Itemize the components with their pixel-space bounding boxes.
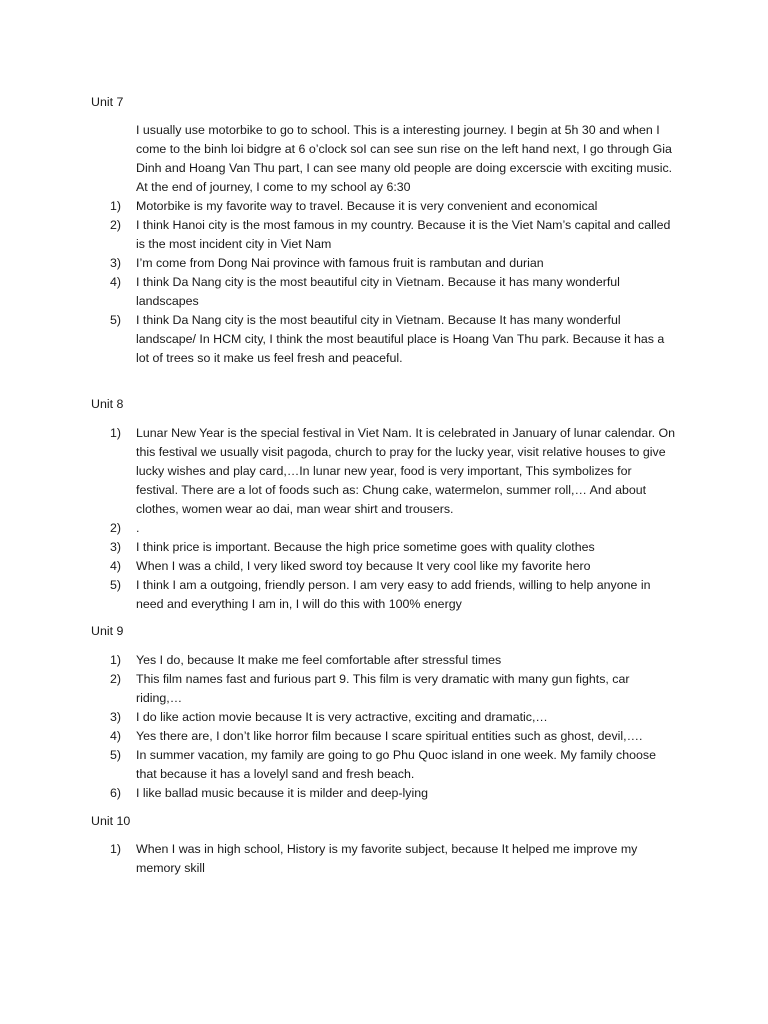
list-item (0, 254, 680, 273)
list-item (0, 557, 680, 576)
list-item (0, 670, 680, 708)
item-text: I do like action movie because It is very actractive, exciting and dramatic,… (136, 710, 548, 724)
unit-heading: Unit 9 (91, 624, 124, 638)
unit-heading: Unit 7 (91, 95, 124, 109)
list-item (0, 197, 680, 216)
item-number: 1) (110, 199, 122, 213)
list-item (0, 311, 680, 368)
item-number: 6) (110, 786, 122, 800)
unit-intro-paragraph: I usually use motorbike to go to school. This is a interesting journey. I begin at 5h 30 and when I come to the binh loi bidgre at 6 o’clock soI can see sun rise on the left hand next, I go through Gia Dinh and Hoang Van Thu part, I can see many old people are doing excerscie with exciting music. At the end of journey, I come to my school ay 6:30 (136, 123, 673, 194)
item-number: 4) (110, 729, 122, 743)
item-text: I like ballad music because it is milder and deep-lying (136, 786, 429, 800)
item-text: I think Hanoi city is the most famous in my country. Because it is the Viet Nam’s capital and called is the most incident city in Viet Nam (136, 218, 671, 251)
item-number: 2) (110, 672, 122, 686)
list-item (0, 424, 680, 519)
item-text: I think Da Nang city is the most beautiful city in Vietnam. Because it has many wonderful landscapes (136, 275, 620, 308)
list-item (0, 519, 680, 538)
list-item (0, 273, 680, 311)
list-item (0, 784, 680, 803)
item-text: Motorbike is my favorite way to travel. Because it is very convenient and economical (136, 199, 598, 213)
unit-heading: Unit 8 (91, 397, 124, 411)
item-text: When I was a child, I very liked sword toy because It very cool like my favorite hero (136, 559, 591, 573)
item-number: 5) (110, 748, 122, 762)
item-number: 5) (110, 313, 122, 327)
item-text: . (136, 521, 140, 535)
item-text: I think price is important. Because the high price sometime goes with quality clothes (136, 540, 595, 554)
answer-list (0, 197, 680, 368)
list-item (0, 727, 680, 746)
item-number: 2) (110, 521, 122, 535)
item-number: 4) (110, 559, 122, 573)
item-number: 1) (110, 653, 122, 667)
item-text: I’m come from Dong Nai province with famous fruit is rambutan and durian (136, 256, 544, 270)
unit-heading: Unit 10 (91, 814, 131, 828)
list-item (0, 651, 680, 670)
item-number: 3) (110, 710, 122, 724)
answer-list (0, 424, 680, 614)
list-item (0, 840, 680, 878)
item-text: Lunar New Year is the special festival in Viet Nam. It is celebrated in January of lunar calendar. On this festival we usually visit pagoda, church to pray for the lucky year, visit relative houses to give lucky wishes and play card,…In lunar new year, food is very important, This symbolizes for festival. There are a lot of foods such as: Chung cake, watermelon, summer roll,… And about clothes, women wear ao dai, man wear shirt and trousers. (136, 426, 676, 516)
item-text: I think I am a outgoing, friendly person. I am very easy to add friends, willing to help anyone in need and everything I am in, I will do this with 100% energy (136, 578, 651, 611)
item-text: In summer vacation, my family are going to go Phu Quoc island in one week. My family choose that because it has a lovelyl sand and fresh beach. (136, 748, 656, 781)
item-text: This film names fast and furious part 9. This film is very dramatic with many gun fights, car riding,… (136, 672, 630, 705)
answer-list (0, 840, 680, 878)
item-number: 1) (110, 426, 122, 440)
item-number: 4) (110, 275, 122, 289)
item-text: When I was in high school, History is my favorite subject, because It helped me improve my memory skill (136, 842, 638, 875)
item-text: Yes there are, I don’t like horror film because I scare spiritual entities such as ghost, devil,…. (136, 729, 643, 743)
list-item (0, 216, 680, 254)
item-number: 3) (110, 256, 122, 270)
item-number: 1) (110, 842, 122, 856)
item-text: I think Da Nang city is the most beautiful city in Vietnam. Because It has many wonderful landscape/ In HCM city, I think the most beautiful place is Hoang Van Thu park. Because it has a lot of trees so it make us feel fresh and peaceful. (136, 313, 665, 365)
item-number: 2) (110, 218, 122, 232)
item-number: 3) (110, 540, 122, 554)
item-text: Yes I do, because It make me feel comfortable after stressful times (136, 653, 502, 667)
list-item (0, 708, 680, 727)
item-number: 5) (110, 578, 122, 592)
list-item (0, 538, 680, 557)
list-item (0, 746, 680, 784)
answer-list (0, 651, 680, 803)
list-item (0, 576, 680, 614)
